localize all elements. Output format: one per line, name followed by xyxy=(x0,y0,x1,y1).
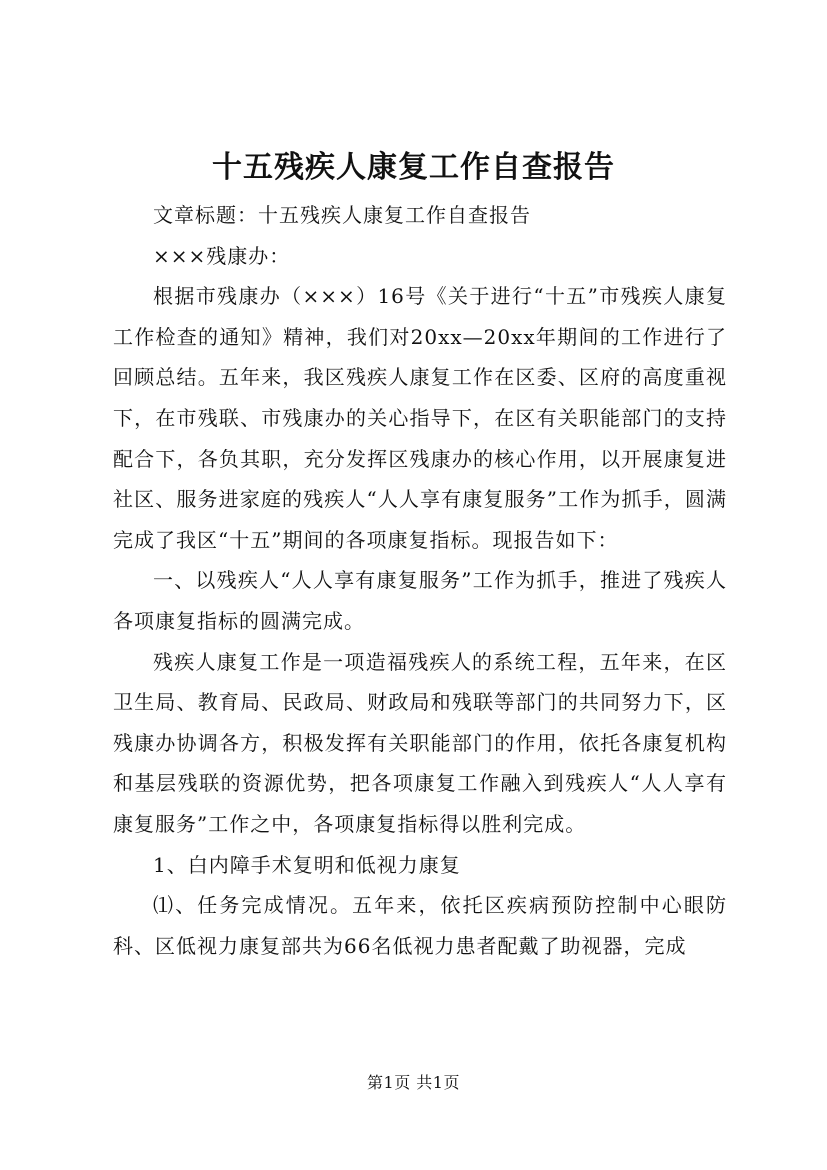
article-title-line: 文章标题：十五残疾人康复工作自查报告 xyxy=(153,203,531,227)
section-heading-1: 一、以残疾人“人人享有康复服务”工作为抓手，推进了残疾人各项康复指标的圆满完成。 xyxy=(113,568,727,633)
page-footer: 第1页 共1页 xyxy=(367,1073,460,1092)
document-body xyxy=(113,195,727,966)
subsection-paragraph-1: ⑴、任务完成情况。五年来，依托区疾病预防控制中心眼防科、区低视力康复部共为66名低视力患者配戴了助视器，完成 xyxy=(113,893,727,958)
section-paragraph-1: 残疾人康复工作是一项造福残疾人的系统工程，五年来，在区卫生局、教育局、民政局、财政局和残联等部门的共同努力下，区残康办协调各方，积极发挥有关职能部门的作用，依托各康复机构和基层残联的资源优势，把各项康复工作融入到残疾人“人人享有康复服务”工作之中，各项康复指标得以胜利完成。 xyxy=(113,649,727,836)
document-title: 十五残疾人康复工作自查报告 xyxy=(212,150,615,185)
subsection-heading-1: 1、白内障手术复明和低视力康复 xyxy=(153,852,461,877)
addressee-line: ×××残康办： xyxy=(153,243,291,268)
intro-paragraph: 根据市残康办（×××）16号《关于进行“十五”市残疾人康复工作检查的通知》精神，我们对20xx—20xx年期间的工作进行了回顾总结。五年来，我区残疾人康复工作在区委、区府的高度重视下，在市残联、市残康办的关心指导下，在区有关职能部门的支持配合下，各负其职，充分发挥区残康办的核心作用，以开展康复进社区、服务进家庭的残疾人“人人享有康复服务”工作为抓手，圆满完成了我区“十五”期间的各项康复指标。现报告如下： xyxy=(113,284,727,552)
